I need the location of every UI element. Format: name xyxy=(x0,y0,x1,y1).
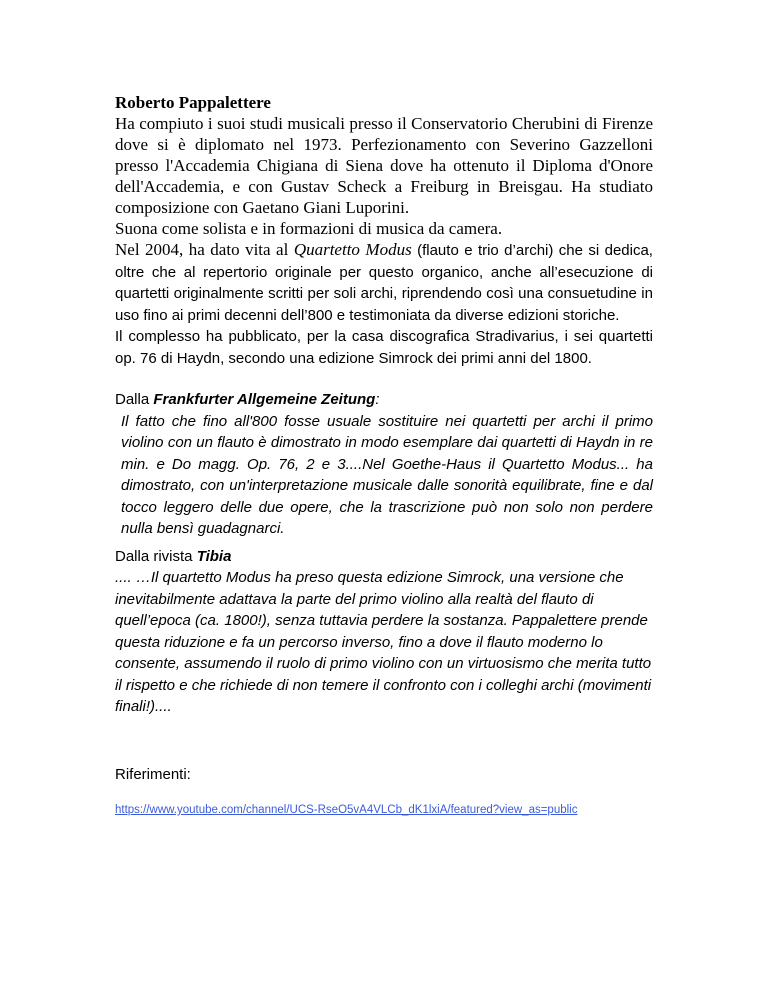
quartet-name: Quartetto Modus xyxy=(293,240,412,259)
bio-paragraph-1: Ha compiuto i suoi studi musicali presso il Conservatorio Cherubini di Firenze dove si è diplomato nel 1973. Perfezionamento con Severino Gazzelloni presso l'Accademia Chigiana di Siena dove ha ottenuto il Diploma d'Onore dell'Accademia, e con Gustav Scheck a Freiburg in Breisgau. Ha studiato composizione con Gaetano Giani Luporini. xyxy=(115,114,653,217)
bio-paragraph-2: Suona come solista e in formazioni di musica da camera. xyxy=(115,219,503,238)
bio-paragraph-4: Il complesso ha pubblicato, per la casa discografica Stradivarius, i sei quartetti op. 76 di Haydn, secondo una edizione Simrock dei primi anni del 1800. xyxy=(115,328,653,367)
spacer xyxy=(115,369,653,389)
review-1-heading xyxy=(115,389,653,411)
spacer xyxy=(115,718,653,764)
references-label: Riferimenti: xyxy=(115,765,191,783)
review-2-heading xyxy=(115,546,653,568)
review-1-text: Il fatto che fino all'800 fosse usuale sostituire nei quartetti per archi il primo violino con un flauto è dimostrato in modo esemplare dai quartetti di Haydn in re min. e Do magg. Op. 76, 2 e 3....Nel Goethe-Haus il Quartetto Modus... ha dimostrato, con un'interpretazione musicale dalle sonorità equilibrate, fine e dal tocco leggero delle due opere, che la trascrizione può non solo non perdere nulla bensì guadagnarci. xyxy=(121,412,653,537)
review-2-text: .... …Il quartetto Modus ha preso questa edizione Simrock, una versione che inevitabilmente adattava la parte del primo violino alla realtà del flauto di quell’epoca (ca. 1800!), senza tuttavia perdere la sostanza. Pappalettere prende questa riduzione e fa un percorso inverso, fino a dove il flauto moderno lo consente, assumendo il ruolo di primo violino con un virtuosismo che merita tutto il rispetto e che richiede di non temere il confronto con i colleghi archi (movimenti finali!).... xyxy=(115,569,652,715)
document-page xyxy=(115,92,653,816)
review-1-source: Frankfurter Allgemeine Zeitung xyxy=(153,391,376,408)
review-1-prefix: Dalla xyxy=(115,391,154,408)
bio-paragraph-3-rest: (flauto e trio d’archi) che si dedica, oltre che al repertorio originale per questo organico, anche all’esecuzione di quartetti originalmente scritti per soli archi, riprendendo così una consuetudine in uso fino ai primi decenni dell’800 e testimoniata da diverse edizioni storiche. xyxy=(115,242,653,324)
author-name: Roberto Pappalettere xyxy=(115,93,271,112)
review-2-source: Tibia xyxy=(196,547,232,565)
bio-paragraph-3 xyxy=(115,239,653,326)
review-2-prefix: Dalla rivista xyxy=(115,547,197,565)
bio-paragraph-3-start: Nel 2004, ha dato vita al xyxy=(115,240,294,259)
reference-link[interactable]: https://www.youtube.com/channel/UCS-RseO5vA4VLCb_dK1lxiA/featured?view_as=public xyxy=(115,804,578,816)
review-1-colon: : xyxy=(375,391,380,408)
